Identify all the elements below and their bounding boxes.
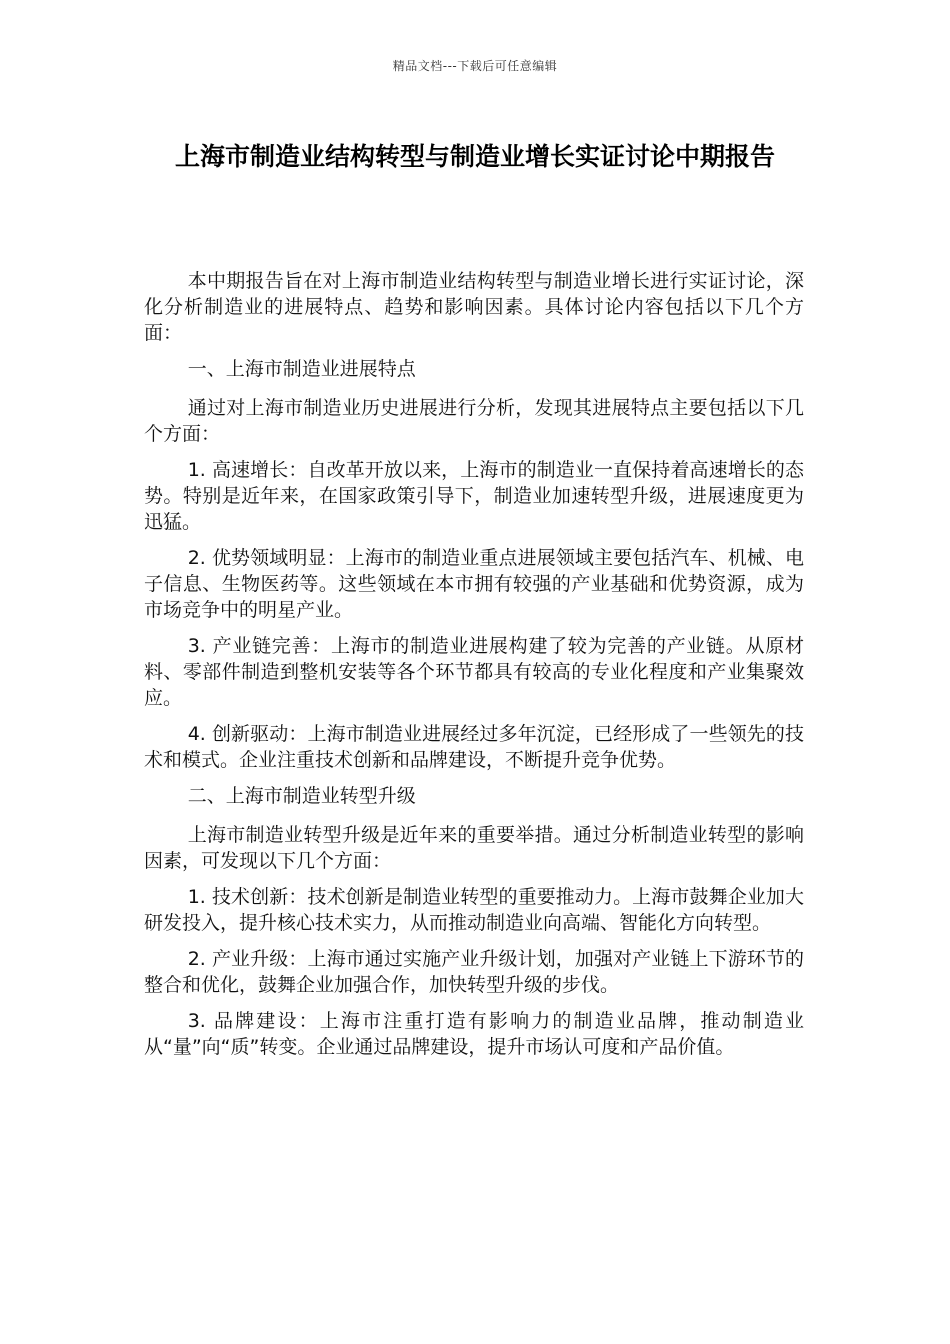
section-1-item-1: 1. 高速增长：自改革开放以来，上海市的制造业一直保持着高速增长的态势。特别是近年来，在国家政策引导下，制造业加速转型升级，进展速度更为迅猛。 <box>144 459 804 533</box>
document-body <box>144 268 804 1070</box>
section-2-lead: 上海市制造业转型升级是近年来的重要举措。通过分析制造业转型的影响因素，可发现以下几个方面： <box>144 824 804 872</box>
section-1-item-3: 3. 产业链完善：上海市的制造业进展构建了较为完善的产业链。从原材料、零部件制造到整机安装等各个环节都具有较高的专业化程度和产业集聚效应。 <box>144 635 804 709</box>
section-1-item-4: 4. 创新驱动：上海市制造业进展经过多年沉淀，已经形成了一些领先的技术和模式。企业注重技术创新和品牌建设，不断提升竞争优势。 <box>144 723 804 771</box>
section-1-lead: 通过对上海市制造业历史进展进行分析，发现其进展特点主要包括以下几个方面： <box>144 397 804 445</box>
document-title: 上海市制造业结构转型与制造业增长实证讨论中期报告 <box>174 142 775 171</box>
section-1-item-2: 2. 优势领域明显：上海市的制造业重点进展领域主要包括汽车、机械、电子信息、生物医药等。这些领域在本市拥有较强的产业基础和优势资源，成为市场竞争中的明星产业。 <box>144 547 804 621</box>
section-2-item-3: 3. 品牌建设：上海市注重打造有影响力的制造业品牌，推动制造业从“量”向“质”转变。企业通过品牌建设，提升市场认可度和产品价值。 <box>144 1010 804 1058</box>
section-2-item-2: 2. 产业升级：上海市通过实施产业升级计划，加强对产业链上下游环节的整合和优化，鼓舞企业加强合作，加快转型升级的步伐。 <box>144 948 804 996</box>
intro-paragraph: 本中期报告旨在对上海市制造业结构转型与制造业增长进行实证讨论，深化分析制造业的进展特点、趋势和影响因素。具体讨论内容包括以下几个方面： <box>144 270 804 344</box>
header-note: 精品文档---下载后可任意编辑 <box>392 59 558 73</box>
section-1-heading: 一、上海市制造业进展特点 <box>187 358 416 380</box>
section-2-heading: 二、上海市制造业转型升级 <box>187 785 416 807</box>
section-2-item-1: 1. 技术创新：技术创新是制造业转型的重要推动力。上海市鼓舞企业加大研发投入，提升核心技术实力，从而推动制造业向高端、智能化方向转型。 <box>144 886 804 934</box>
